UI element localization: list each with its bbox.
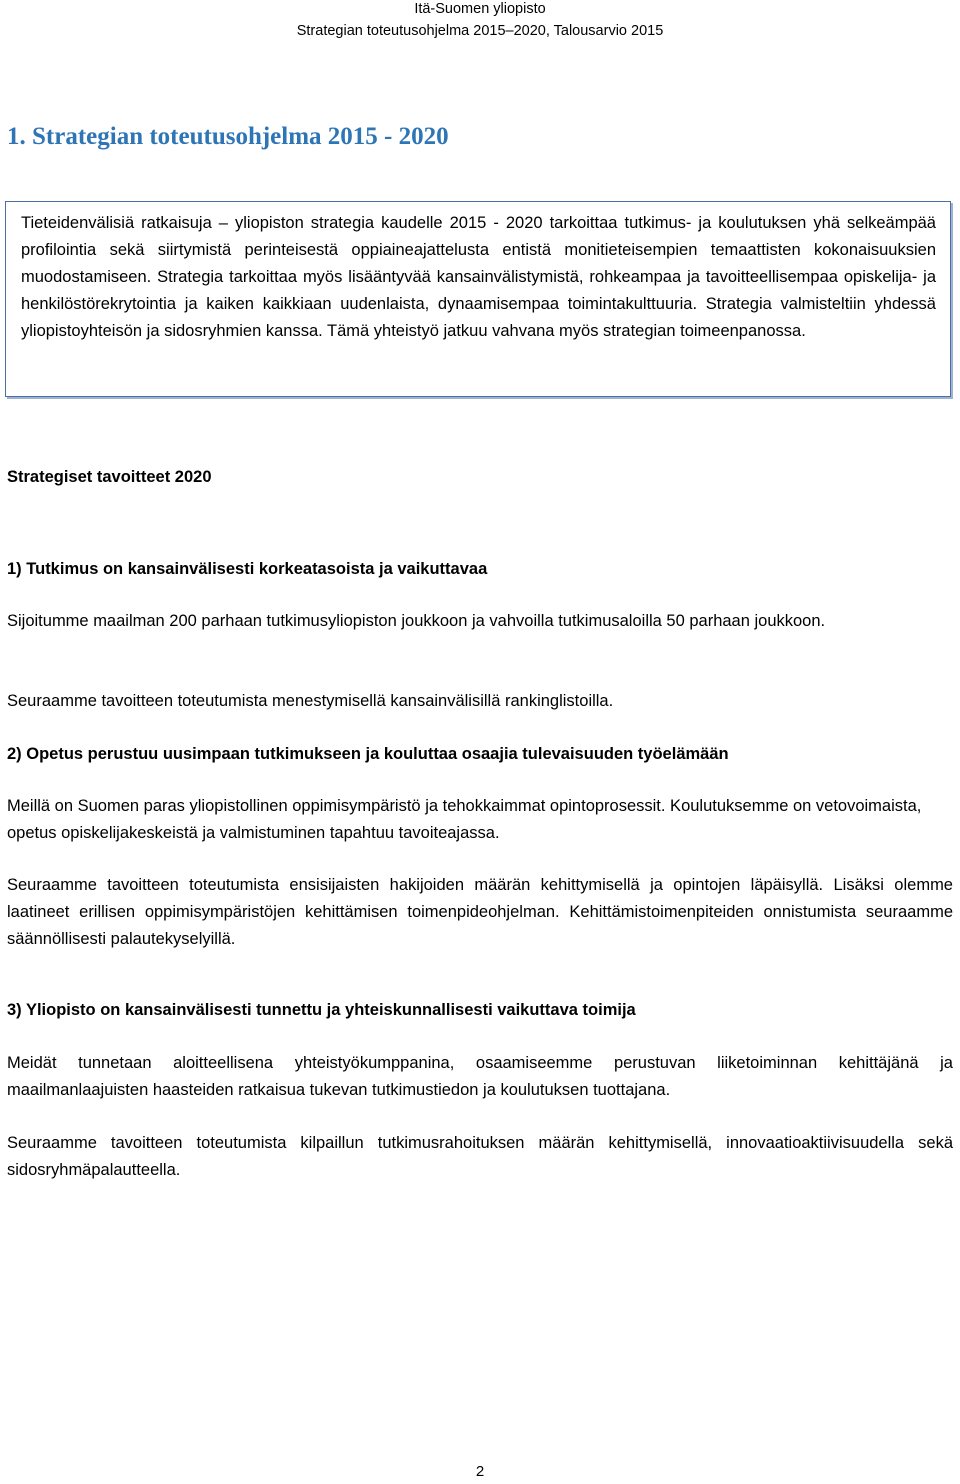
header-document-title: Strategian toteutusohjelma 2015–2020, Talousarvio 2015 (296, 23, 664, 39)
goal-2-title: 2) Opetus perustuu uusimpaan tutkimukseen ja kouluttaa osaajia tulevaisuuden työelämään (7, 745, 729, 763)
goal-1-paragraph-2: Seuraamme tavoitteen toteutumista menestymisellä kansainvälisillä rankinglistoilla. (7, 692, 614, 710)
goal-1-title: 1) Tutkimus on kansainvälisesti korkeatasoista ja vaikuttavaa (7, 560, 488, 578)
goal-3-paragraph-2: Seuraamme tavoitteen toteutumista kilpaillun tutkimusrahoituksen määrän kehittymisellä, innovaatioaktiivisuudella sekä sidosryhmäpalautteella. (7, 1134, 953, 1179)
chapter-title: 1. Strategian toteutusohjelma 2015 - 2020 (7, 123, 449, 150)
goals-heading: Strategiset tavoitteet 2020 (7, 468, 212, 486)
goal-2-paragraph-1: Meillä on Suomen paras yliopistollinen oppimisympäristö ja tehokkaimmat opintoprosessit. Koulutuksemme on vetovoimaista, opetus opiskelijakeskeistä ja valmistuminen tapahtuu tavoiteajassa. (7, 797, 922, 842)
intro-text: Tieteidenvälisiä ratkaisuja – yliopiston strategia kaudelle 2015 - 2020 tarkoittaa tutkimus- ja koulutuksen yhä selkeämpää profilointia sekä siirtymistä perinteisestä oppiaineajattelusta entistä monitieteisempien temaattisten kokonaisuuksien muodostamiseen. Strategia tarkoittaa myös lisääntyvää kansainvälistymistä, rohkeampaa ja tavoitteellisempaa opiskelija- ja henkilöstörekrytointia ja kaiken kaikkiaan uudenlaista, dynaamisempaa toimintakulttuuria. Strategia valmisteltiin yhdessä yliopistoyhteisön ja sidosryhmien kanssa. Tämä yhteistyö jatkuu vahvana myös strategian toimeenpanossa. (21, 214, 936, 340)
goal-3-paragraph-1: Meidät tunnetaan aloitteellisena yhteistyökumppanina, osaamiseemme perustuvan liiketoiminnan kehittäjänä ja maailmanlaajuisten haasteiden ratkaisua tukevan tutkimustiedon ja koulutuksen tuottajana. (7, 1054, 953, 1099)
page-number: 2 (475, 1463, 485, 1480)
goal-3-title: 3) Yliopisto on kansainvälisesti tunnettu ja yhteiskunnallisesti vaikuttava toimija (7, 1001, 636, 1019)
goal-1-paragraph-1: Sijoitumme maailman 200 parhaan tutkimusyliopiston joukkoon ja vahvoilla tutkimusaloilla 50 parhaan joukkoon. (7, 612, 826, 630)
goal-2-paragraph-2: Seuraamme tavoitteen toteutumista ensisijaisten hakijoiden määrän kehittymisellä ja opintojen läpäisyllä. Lisäksi olemme laatineet erillisen oppimisympäristöjen kehittämisen toimenpideohjelman. Kehittämistoimenpiteiden onnistumista seuraamme säännöllisesti palautekyselyillä. (7, 876, 953, 948)
header-university: Itä-Suomen yliopisto (414, 1, 546, 17)
intro-box (5, 201, 951, 397)
